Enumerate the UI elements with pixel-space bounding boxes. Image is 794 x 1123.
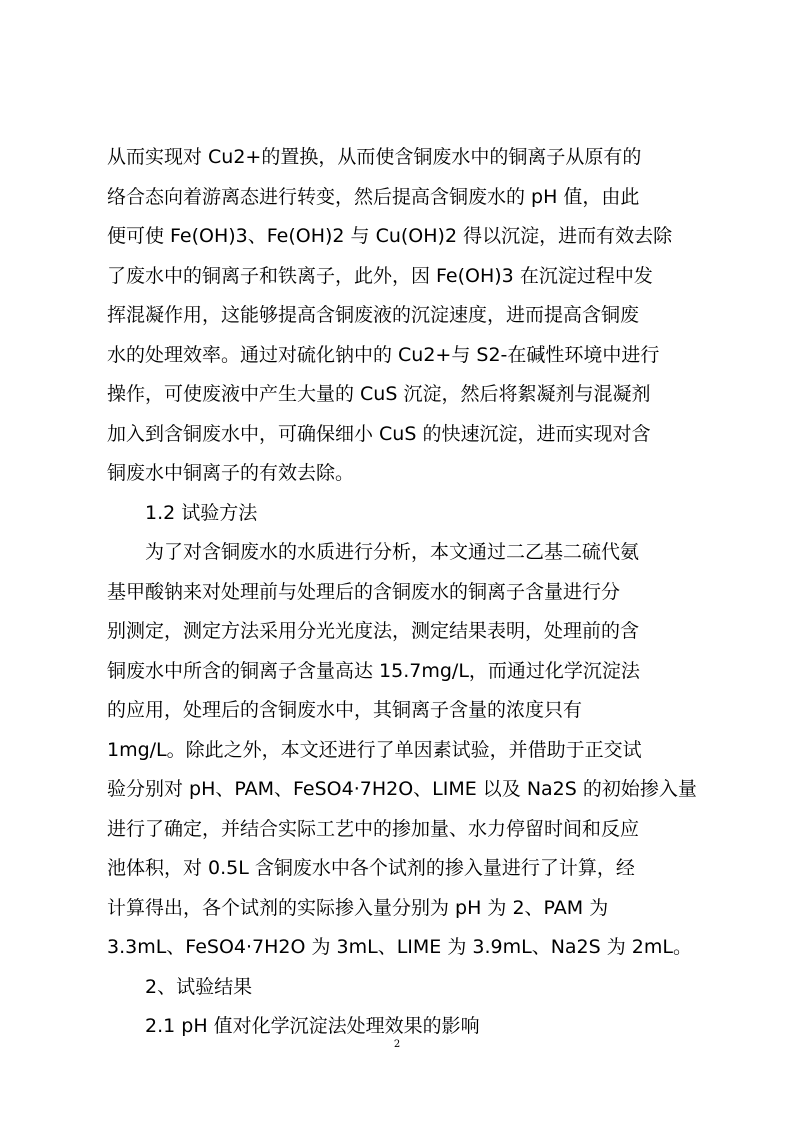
paragraph-line: 挥混凝作用，这能够提高含铜废液的沉淀速度，进而提高含铜废 (107, 304, 640, 326)
paragraph-line: 1mg/L。除此之外，本文还进行了单因素试验，并借助于正交试 (107, 738, 642, 761)
paragraph-line: 了废水中的铜离子和铁离子，此外，因 Fe(OH)3 在沉淀过程中发 (107, 264, 653, 287)
paragraph-line: 的应用，处理后的含铜废水中，其铜离子含量的浓度只有 (107, 699, 583, 721)
body-text (107, 138, 697, 1047)
paragraph-line: 为了对含铜废水的水质进行分析，本文通过二乙基二硫代氨 (145, 541, 640, 563)
section-heading: 2、试验结果 (145, 975, 253, 998)
paragraph-line: 水的处理效率。通过对硫化钠中的 Cu2+与 S2-在碱性环境中进行 (107, 343, 660, 366)
paragraph-line: 别测定，测定方法采用分光光度法，测定结果表明，处理前的含 (107, 620, 640, 642)
paragraph-line: 铜废水中所含的铜离子含量高达 15.7mg/L，而通过化学沉淀法 (107, 659, 640, 682)
paragraph-line: 加入到含铜废水中，可确保细小 CuS 的快速沉淀，进而实现对含 (107, 422, 651, 445)
paragraph-line: 计算得出，各个试剂的实际掺入量分别为 pH 为 2、PAM 为 (107, 896, 609, 919)
section-heading: 1.2 试验方法 (145, 501, 258, 524)
subsection-heading: 2.1 pH 值对化学沉淀法处理效果的影响 (145, 1015, 480, 1037)
paragraph-line: 池体积，对 0.5L 含铜废水中各个试剂的掺入量进行了计算，经 (107, 857, 635, 879)
paragraph-line: 进行了确定，并结合实际工艺中的掺加量、水力停留时间和反应 (107, 817, 640, 840)
paragraph-line: 络合态向着游离态进行转变，然后提高含铜废水的 pH 值，由此 (107, 185, 640, 208)
paragraph-line: 从而实现对 Cu2+的置换，从而使含铜废水中的铜离子从原有的 (107, 146, 642, 168)
paragraph-line: 基甲酸钠来对处理前与处理后的含铜废水的铜离子含量进行分 (107, 580, 621, 603)
paragraph-line: 便可使 Fe(OH)3、Fe(OH)2 与 Cu(OH)2 得以沉淀，进而有效去除 (107, 225, 673, 247)
paragraph-line: 铜废水中铜离子的有效去除。 (107, 462, 355, 484)
paragraph-line: 3.3mL、FeSO4·7H2O 为 3mL、LIME 为 3.9mL、Na2S 为 2mL。 (107, 936, 692, 958)
paragraph-line: 验分别对 pH、PAM、FeSO4·7H2O、LIME 以及 Na2S 的初始掺入量 (107, 778, 697, 800)
page-number: 2 (393, 1039, 401, 1050)
paragraph-line: 操作，可使废液中产生大量的 CuS 沉淀，然后将絮凝剂与混凝剂 (107, 383, 651, 405)
